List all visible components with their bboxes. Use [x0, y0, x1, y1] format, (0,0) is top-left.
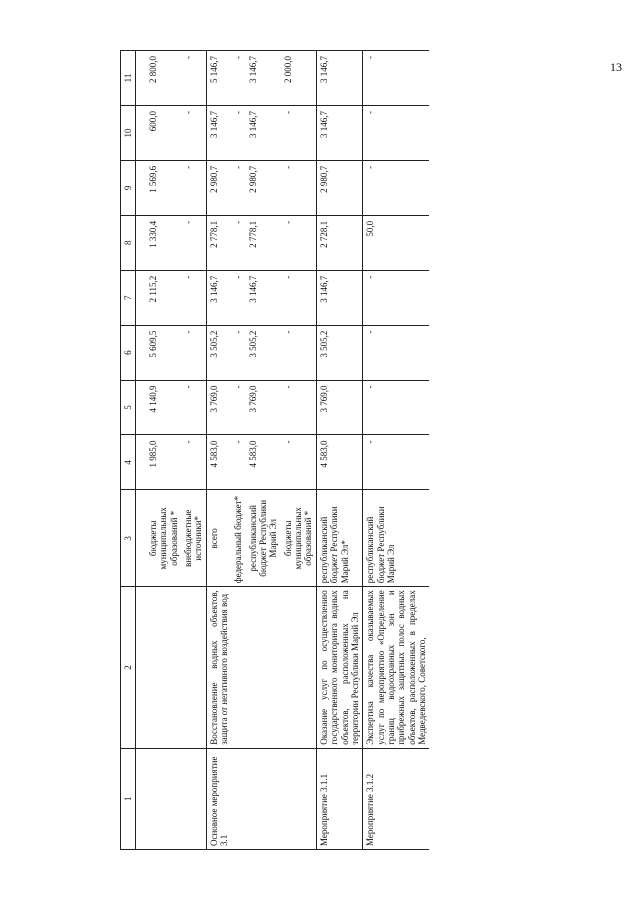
source-cell: бюджеты муниципальных образований * [146, 490, 181, 587]
col-header: 2 [121, 587, 136, 749]
col-header: 5 [121, 380, 136, 435]
table-row: бюджеты муниципальных образований * - - - - - - - 2 000,0 [281, 51, 317, 850]
table-row: внебюджетные источники* - - - - - - - - [181, 51, 206, 850]
col-header: 11 [121, 51, 136, 106]
table-row: бюджеты муниципальных образований * 1 985,0 4 140,9 5 609,5 2 115,2 1 330,4 1 569,6 600,0 2 800,0 [146, 51, 181, 850]
event-name: Мероприятие 3.1.1 [316, 748, 362, 849]
col-header: 7 [121, 270, 136, 325]
event-description: Восстановление водных объектов, защита от негативного воздействия вод [206, 587, 231, 749]
event-description: Экспертиза качества оказываемых услуг по мероприятию «Определение границ водоохранных зон и прибрежных защитных полос водных объектов, расположенных в пределах Медведевского, Советского, [363, 587, 430, 749]
table-row: Основное мероприятие 3.1 Восстановление водных объектов, защита от негативного воздействия вод всего 4 583,0 3 769,0 3 505,2 3 146,7 2 778,1 2 980,7 3 146,7 5 146,7 [206, 51, 231, 850]
table-row: Мероприятие 3.1.2 Экспертиза качества оказываемых услуг по мероприятию «Определение границ водоохранных зон и прибрежных защитных полос водных объектов, расположенных в пределах Медведевского, Советского, республиканский бюджет Республики Марий Эл - - - - 50,0 - - - [363, 51, 430, 850]
source-cell: бюджеты муниципальных образований * [281, 490, 317, 587]
source-cell: внебюджетные источники* [181, 490, 206, 587]
source-cell: республиканский бюджет Республики Марий Эл [246, 490, 281, 587]
budget-table-sheet [120, 50, 500, 850]
col-header: 1 [121, 748, 136, 849]
col-header: 3 [121, 490, 136, 587]
event-description: Оказание услуг по осуществлению государственного мониторинга водных объектов, расположенных на территории Республики Марий Эл [316, 587, 362, 749]
col-header: 8 [121, 215, 136, 270]
table-row: федеральный бюджет* - - - - - - - - [231, 51, 245, 850]
source-cell: республиканский бюджет Республики Марий Эл* [316, 490, 362, 587]
table-row: Мероприятие 3.1.1 Оказание услуг по осуществлению государственного мониторинга водных объектов, расположенных на территории Республики Марий Эл республиканский бюджет Республики Марий Эл* 4 583,0 3 769,0 3 505,2 3 146,7 2 728,1 2 980,7 3 146,7 3 146,7 [316, 51, 362, 850]
col-header: 10 [121, 106, 136, 161]
page-number: 13 [610, 60, 622, 74]
event-name: Основное мероприятие 3.1 [206, 748, 231, 849]
col-header: 4 [121, 435, 136, 490]
event-name: Мероприятие 3.1.2 [363, 748, 430, 849]
col-header: 9 [121, 160, 136, 215]
budget-table [120, 50, 429, 850]
table-row: республиканский бюджет Республики Марий Эл 4 583,0 3 769,0 3 505,2 3 146,7 2 778,1 2 980,7 3 146,7 3 146,7 [246, 51, 281, 850]
col-header: 6 [121, 325, 136, 380]
source-cell: федеральный бюджет* [231, 490, 245, 587]
source-cell: республиканский бюджет Республики Марий Эл [363, 490, 430, 587]
source-cell: всего [206, 490, 231, 587]
header-row [121, 51, 136, 850]
